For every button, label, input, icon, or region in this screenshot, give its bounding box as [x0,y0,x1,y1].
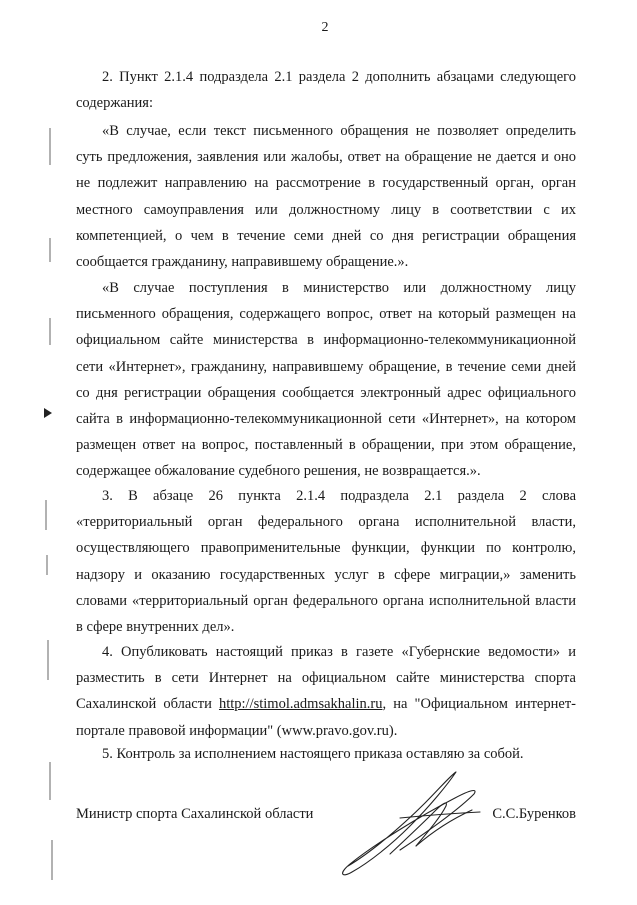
paragraph-item-4-text: 4. Опубликовать настоящий приказ в газете «Губернские ведомости» и разместить в сети Интернет на официальном сайте министерства спорта Сахалинской области [76,644,576,713]
paragraph-item-3: 3. В абзаце 26 пункта 2.1.4 подраздела 2.1 раздела 2 слова «территориальный орган федерального органа исполнительной власти, осуществляющего правоприменительные функции, функции по контролю, надзору и оказанию государственных услуг в сфере миграции,» заменить словами «территориальный орган федерального органа исполнительной власти в сфере внутренних дел». [76,488,576,636]
paragraph-quote-2: «В случае поступления в министерство или должностному лицу письменного обращения, содержащего вопрос, ответ на который размещен на официальном сайте министерства в информационно-телекоммуникационной сети «Интернет», гражданину, направившему обращение, в течение семи дней со дня регистрации обращения сообщается электронный адрес официального сайта в информационно-телекоммуникационной сети «Интернет», на котором размещен ответ на вопрос, поставленный в обращении, при этом обращение, содержащее обжалование судебного решения, не возвращается.». [76,280,576,480]
page-number: 2 [321,20,329,35]
signatory-title: Министр спорта Сахалинской области [76,806,314,822]
signatory-name: С.С.Буренков [492,806,576,822]
paragraph-item-2: 2. Пункт 2.1.4 подраздела 2.1 раздела 2 дополнить абзацами следующего содержания: [76,69,576,112]
website-link[interactable]: http://stimol.admsakhalin.ru [218,696,383,713]
paragraph-item-4-tail: , на "Официальном интернет-портале правовой информации" (www.pravo.gov.ru). [76,696,576,739]
paragraph-quote-1: «В случае, если текст письменного обращения не позволяет определить суть предложения, заявления или жалобы, ответ на обращение не дается и оно не подлежит направлению на рассмотрение в государственный орган, орган местного самоуправления или должностному лицу в соответствии с их компетенцией, о чем в течение семи дней со дня регистрации обращения сообщается гражданину, направившему обращение.». [76,123,576,271]
paragraph-item-5: 5. Контроль за исполнением настоящего приказа оставляю за собой. [102,746,524,762]
